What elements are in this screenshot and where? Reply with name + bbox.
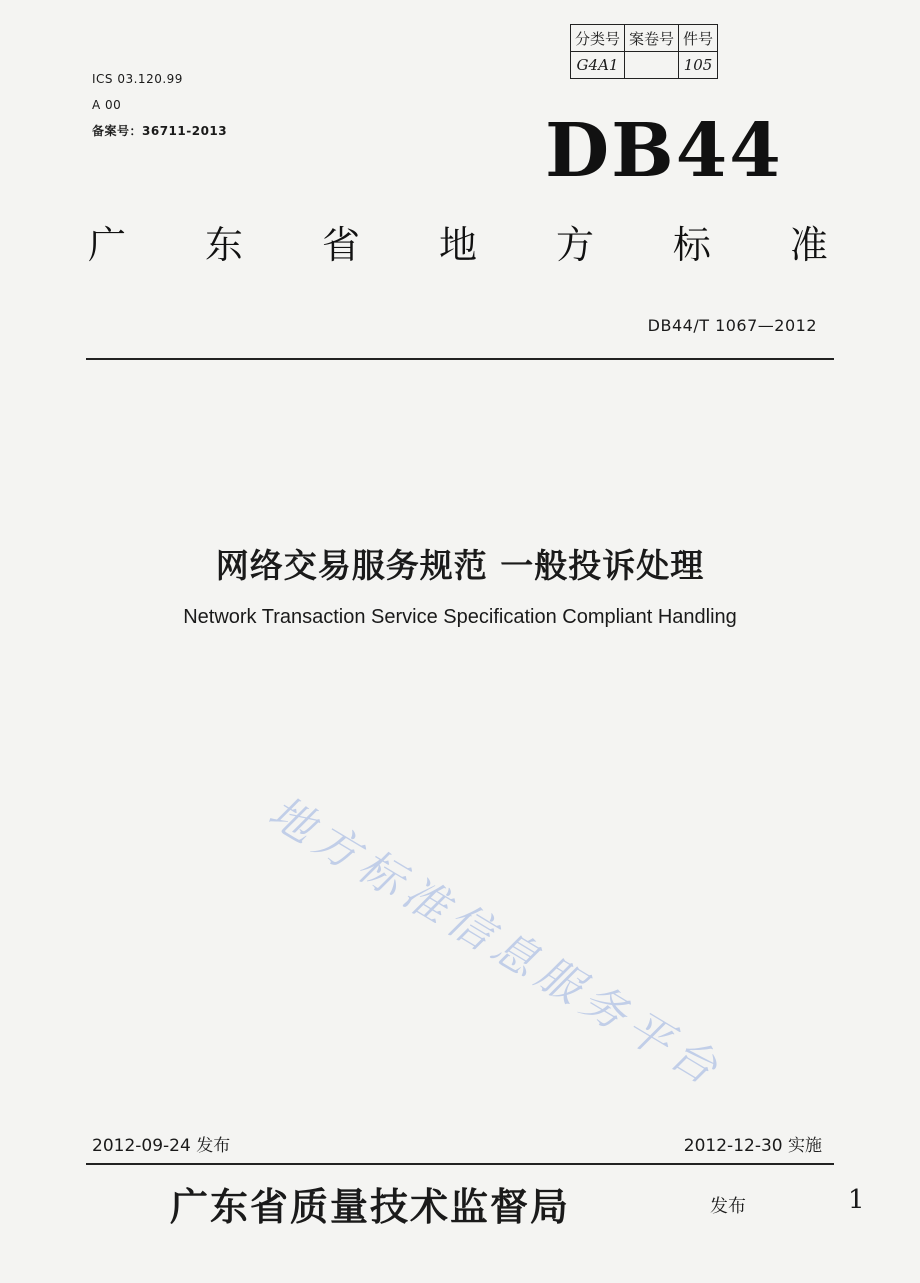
document-title-cn: 网络交易服务规范 一般投诉处理 [215, 546, 705, 585]
watermark: 地方标准信息服务平台 [259, 786, 732, 1099]
archive-stamp-value-file [625, 52, 679, 79]
standard-type-char: 省 [321, 223, 360, 267]
archive-stamp-header-row [571, 25, 718, 52]
top-divider [86, 358, 834, 360]
standard-number: DB44/T 1067—2012 [647, 316, 817, 335]
issuing-authority: 广东省质量技术监督局 [170, 1184, 571, 1229]
archive-stamp-value-row [571, 52, 718, 79]
standard-type-char: 东 [204, 223, 243, 267]
archive-stamp-table [570, 24, 718, 79]
standard-type-heading [88, 214, 828, 269]
archive-stamp-header-item: 件号 [679, 25, 718, 52]
ccs-code: A 00 [92, 98, 122, 112]
implement-date: 2012-12-30 实施 [683, 1136, 822, 1156]
bottom-divider [86, 1163, 834, 1165]
record-number: 备案号：36711-2013 [92, 124, 228, 138]
standard-type-char: 广 [88, 223, 127, 267]
standard-type-char: 标 [672, 223, 711, 267]
standard-type-char: 地 [438, 223, 477, 267]
standard-type-char: 方 [555, 223, 594, 267]
archive-stamp-value-item: 105 [679, 52, 718, 79]
issuer-suffix: 发布 [710, 1196, 746, 1217]
document-title-en: Network Transaction Service Specification Compliant Handling [183, 606, 737, 628]
page-number: 1 [848, 1185, 865, 1215]
standard-type-char: 准 [789, 223, 828, 267]
db44-logo: DB44 [545, 108, 783, 194]
ics-code: ICS 03.120.99 [92, 72, 183, 86]
publish-date: 2012-09-24 发布 [92, 1136, 231, 1156]
archive-stamp-header-file: 案卷号 [625, 25, 679, 52]
archive-stamp-value-category: G4A1 [571, 52, 625, 79]
archive-stamp-header-category: 分类号 [571, 25, 625, 52]
